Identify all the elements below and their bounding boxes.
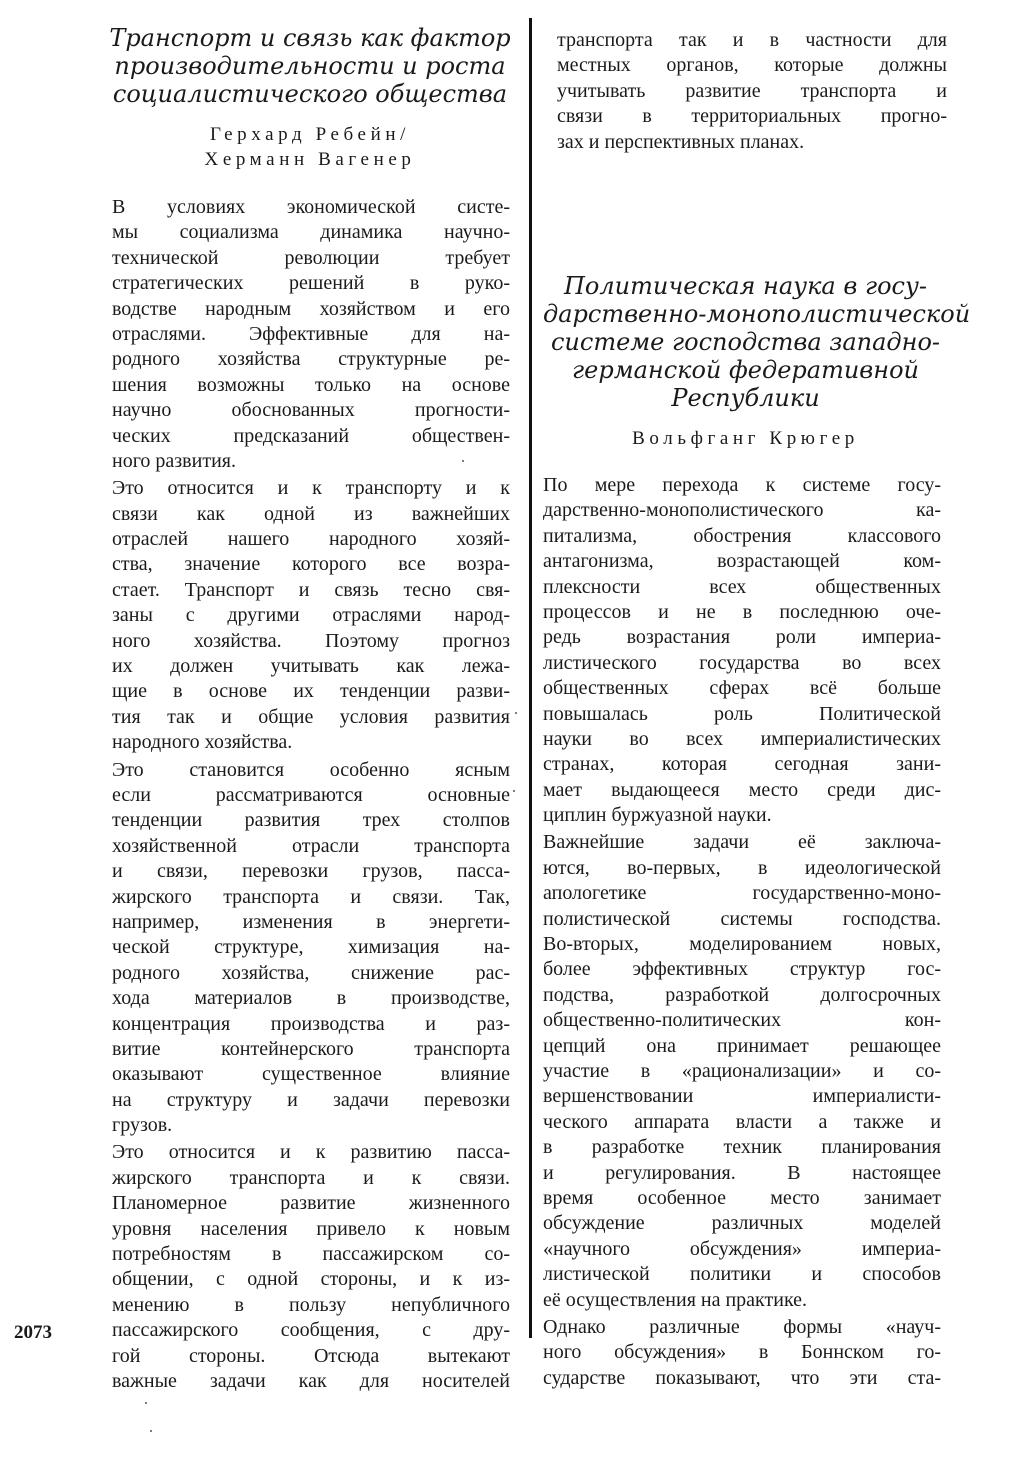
text-line: Планомерное развитие жизненного: [112, 1192, 510, 1215]
article-2-title-line: германской федеративной: [572, 356, 919, 384]
text-line: повышалась роль Политической: [543, 702, 941, 725]
text-line: тия так и общие условия развития: [112, 705, 510, 728]
text-line: связи как одной из важнейших: [112, 502, 510, 525]
article-1-continuation: [557, 28, 947, 155]
text-line: важные задачи как для носителей: [112, 1369, 510, 1392]
text-line: её осуществления на практике.: [543, 1288, 808, 1311]
text-line: общении, с одной стороны, и к из-: [112, 1268, 510, 1291]
scan-speck: [150, 1430, 152, 1432]
article-2-title-line: Политическая наука в госу-: [563, 272, 928, 300]
text-line: По мере перехода к системе госу-: [543, 474, 941, 496]
article-1-paragraph: [112, 476, 510, 755]
text-line: пассажирского сообщения, с дру-: [112, 1319, 510, 1342]
text-line: питализма, обострения классового: [543, 524, 941, 547]
text-line: если рассматриваются основные: [112, 783, 510, 806]
article-1-title-line: производительности и роста: [114, 52, 506, 80]
text-line: их должен учитывать как лежа-: [112, 655, 510, 678]
scan-speck: [515, 712, 517, 714]
text-line: жирского транспорта и к связи.: [112, 1166, 510, 1189]
text-line: Во-вторых, моделированием новых,: [543, 933, 941, 956]
article-1-paragraph: [112, 758, 510, 1139]
text-line: народного хозяйства.: [112, 731, 293, 754]
article-1-title-line: Транспорт и связь как фактор: [109, 24, 511, 52]
article-2-title-line: системе господства западно-: [550, 328, 940, 356]
article-1-paragraph: [112, 1140, 510, 1394]
text-line: участие в «рационализации» и со-: [543, 1059, 941, 1082]
text-line: например, изменения в энергети-: [112, 910, 510, 933]
text-line: транспорта так и в частности для: [557, 29, 947, 51]
text-line: на структуру и задачи перевозки: [112, 1088, 510, 1111]
scan-speck: [513, 790, 515, 792]
text-line: заны с другими отраслями народ-: [112, 604, 510, 627]
text-line: учитывать развитие транспорта и: [557, 79, 947, 102]
text-line: Это относится и к развитию пасса-: [112, 1141, 510, 1164]
text-line: отраслями. Эффективные для на-: [112, 322, 510, 345]
text-line: антагонизма, возрастающей ком-: [543, 550, 941, 573]
text-line: плексности всех общественных: [543, 575, 941, 598]
article-2-title-line: дарственно-монополистической: [543, 300, 971, 328]
text-line: витие контейнерского транспорта: [112, 1037, 510, 1060]
text-line: Это становится особенно ясным: [112, 758, 510, 781]
text-line: и связи, перевозки грузов, пасса-: [112, 860, 510, 883]
article-1-body: [112, 195, 510, 1394]
text-line: подства, разработкой долгосрочных: [543, 983, 941, 1006]
text-line: мы социализма динамика научно-: [112, 221, 510, 244]
text-line: водстве народным хозяйством и его: [112, 297, 510, 320]
article-1-authors: [100, 122, 520, 172]
column-divider: [529, 18, 532, 1338]
text-line: «научного обсуждения» империа-: [543, 1237, 941, 1260]
text-line: апологетике государственно-моно-: [543, 882, 941, 905]
text-line: родного хозяйства, снижение рас-: [112, 961, 510, 984]
text-line: ного хозяйства. Поэтому прогноз: [112, 629, 510, 652]
article-2-paragraph: [543, 473, 941, 828]
text-line: ства, значение которого все возра-: [112, 553, 510, 576]
text-line: странах, которая сегодная зани-: [543, 753, 941, 776]
text-line: ного обсуждения» в Боннском го-: [543, 1341, 941, 1364]
scan-speck: [462, 460, 464, 462]
article-2-paragraph: [543, 830, 941, 1312]
text-line: грузов.: [112, 1114, 173, 1137]
text-line: листического государства во всех: [543, 651, 941, 674]
text-line: более эффективных структур гос-: [543, 958, 941, 981]
text-line: жирского транспорта и связи. Так,: [112, 885, 510, 908]
text-line: Это относится и к транспорту и к: [112, 477, 510, 500]
text-line: оказывают существенное влияние: [112, 1063, 510, 1086]
text-line: процессов и не в последнюю оче-: [543, 600, 941, 623]
text-line: местных органов, которые должны: [557, 54, 947, 77]
text-line: отраслей нашего народного хозяй-: [112, 528, 510, 551]
text-line: мает выдающееся место среди дис-: [543, 778, 941, 801]
text-line: гой стороны. Отсюда вытекают: [112, 1344, 510, 1367]
text-line: зах и перспективных планах.: [557, 130, 805, 153]
text-line: шения возможны только на основе: [112, 373, 510, 396]
text-line: Важнейшие задачи её заключа-: [543, 831, 941, 854]
text-line: родного хозяйства структурные ре-: [112, 348, 510, 371]
article-1-paragraph: [112, 195, 510, 474]
text-line: ческого аппарата власти а также и: [543, 1110, 941, 1133]
text-line: стратегических решений в руко-: [112, 272, 510, 295]
text-line: науки во всех империалистических: [543, 727, 941, 750]
scan-speck: [145, 1402, 147, 1404]
article-1-title-line: социалистического общества: [112, 80, 508, 108]
text-line: щие в основе их тенденции разви-: [112, 680, 510, 703]
text-line: научно обоснованных прогности-: [112, 399, 510, 422]
text-line: обсуждение различных моделей: [543, 1212, 941, 1235]
article-1-title: [100, 24, 520, 108]
text-line: ческой структуре, химизация на-: [112, 936, 510, 959]
text-line: полистической системы господства.: [543, 907, 941, 930]
text-line: уровня населения привело к новым: [112, 1217, 510, 1240]
text-line: тенденции развития трех столпов: [112, 809, 510, 832]
text-line: ческих предсказаний обществен-: [112, 424, 510, 447]
article-2-body: [543, 473, 941, 1391]
text-line: ются, во-первых, в идеологической: [543, 856, 941, 879]
article-1-author-line: Герхард Ребейн/: [209, 124, 411, 145]
text-line: стает. Транспорт и связь тесно свя-: [112, 578, 510, 601]
text-line: циплин буржуазной науки.: [543, 804, 772, 827]
text-line: общественных сферах всё больше: [543, 677, 941, 700]
text-line: менению в пользу непубличного: [112, 1293, 510, 1316]
text-line: Однако различные формы «науч-: [543, 1315, 941, 1338]
text-line: и регулирования. В настоящее: [543, 1161, 941, 1184]
article-1-author-line: Херманн Вагенер: [204, 149, 416, 170]
text-line: вершенствовании империалисти-: [543, 1085, 941, 1108]
text-line: общественно-политических кон-: [543, 1009, 941, 1032]
text-line: В условиях экономической систе-: [112, 196, 510, 218]
text-line: технической революции требует: [112, 246, 510, 269]
text-line: связи в территориальных прогно-: [557, 105, 947, 128]
text-line: время особенное место занимает: [543, 1186, 941, 1209]
article-2-authors: [543, 426, 948, 451]
text-line: цепций она принимает решающее: [543, 1034, 941, 1057]
text-line: хода материалов в производстве,: [112, 987, 510, 1010]
text-line: в разработке техник планирования: [543, 1136, 941, 1159]
text-line: потребностям в пассажирском со-: [112, 1243, 510, 1266]
text-line: дарственно-монополистического ка-: [543, 499, 941, 522]
text-line: листической политики и способов: [543, 1263, 941, 1286]
article-2-title: [543, 272, 971, 412]
text-line: концентрация производства и раз-: [112, 1012, 510, 1035]
page-number: 2073: [14, 1322, 52, 1343]
article-2-author-line: Вольфганг Крюгер: [632, 428, 859, 449]
text-line: хозяйственной отрасли транспорта: [112, 834, 510, 857]
text-line: сударстве показывают, что эти ста-: [543, 1366, 941, 1389]
article-2-paragraph: [543, 1315, 941, 1391]
text-line: редь возрастания роли империа-: [543, 626, 941, 649]
article-2-title-line: Республики: [671, 384, 820, 412]
text-line: ного развития.: [112, 449, 236, 472]
